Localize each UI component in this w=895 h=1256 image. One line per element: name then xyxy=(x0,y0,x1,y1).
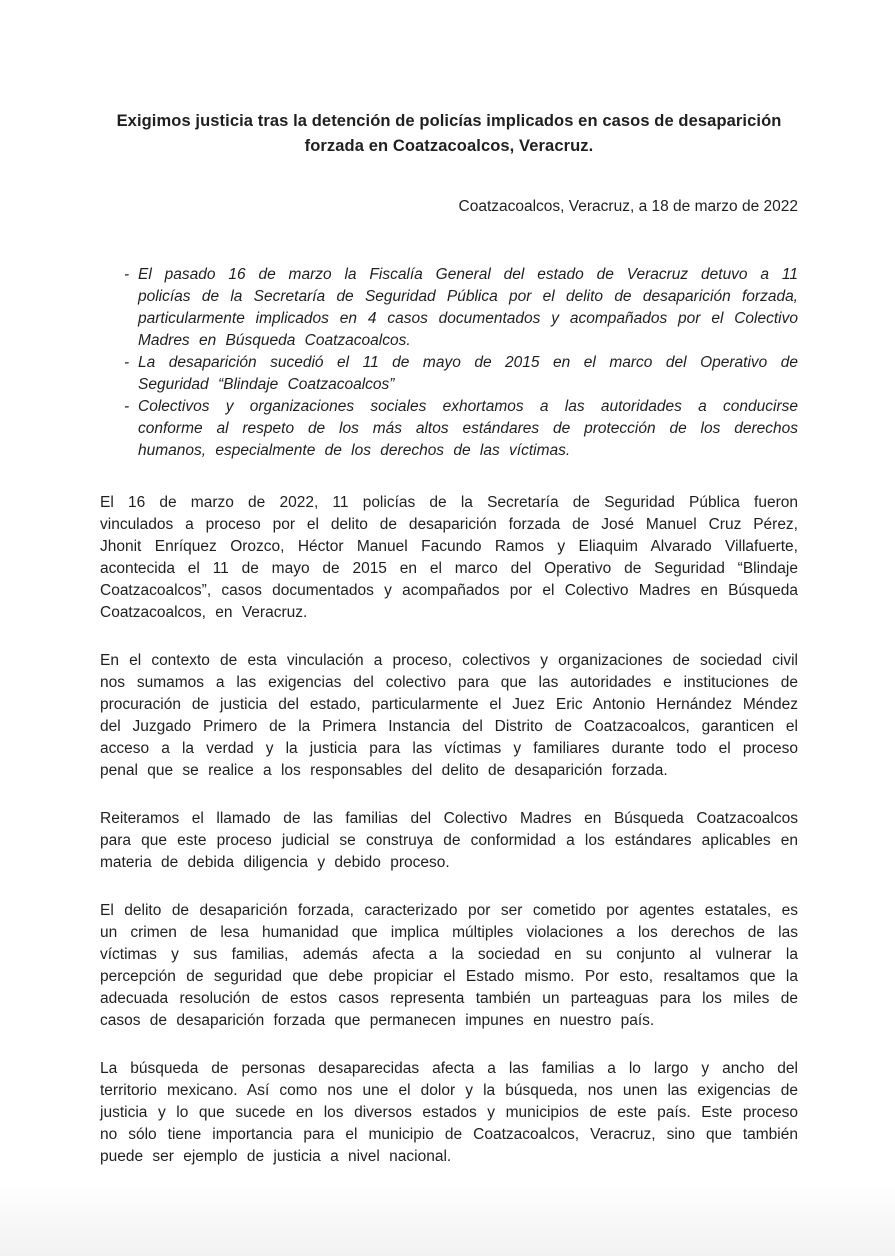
dateline: Coatzacoalcos, Veracruz, a 18 de marzo de 2022 xyxy=(458,198,798,215)
bullet-dash: - xyxy=(124,354,130,371)
bullet-item xyxy=(100,352,798,396)
bullet-dash: - xyxy=(124,398,130,415)
document-title: Exigimos justicia tras la detención de policías implicados en casos de desaparición forzada en Coatzacoalcos, Veracruz. xyxy=(116,112,782,155)
bullet-text: Colectivos y organizaciones sociales exhortamos a las autoridades a conducirse conforme al respeto de los más altos estándares de protección de los derechos humanos, especialmente de los derechos de las víctimas. xyxy=(138,398,798,459)
bullet-text: El pasado 16 de marzo la Fiscalía General del estado de Veracruz detuvo a 11 policías de la Secretaría de Seguridad Pública por el delito de desaparición forzada, particularmente implicados en 4 casos documentados y acompañados por el Colectivo Madres en Búsqueda Coatzacoalcos. xyxy=(138,266,798,349)
bullet-item xyxy=(100,396,798,462)
bullet-text: La desaparición sucedió el 11 de mayo de 2015 en el marco del Operativo de Seguridad “Blindaje Coatzacoalcos” xyxy=(138,354,798,393)
bullet-item xyxy=(100,264,798,352)
body-paragraph: Reiteramos el llamado de las familias del Colectivo Madres en Búsqueda Coatzacoalcos para que este proceso judicial se construya de conformidad a los estándares aplicables en materia de debida diligencia y debido proceso. xyxy=(100,810,798,871)
bullet-list xyxy=(100,264,798,462)
body-paragraph: La búsqueda de personas desaparecidas afecta a las familias a lo largo y ancho del territorio mexicano. Así como nos une el dolor y la búsqueda, nos unen las exigencias de justicia y lo que sucede en los diversos estados y municipios de este país. Este proceso no sólo tiene importancia para el municipio de Coatzacoalcos, Veracruz, sino que también puede ser ejemplo de justicia a nivel nacional. xyxy=(100,1060,798,1165)
body-paragraph: En el contexto de esta vinculación a proceso, colectivos y organizaciones de sociedad civil nos sumamos a las exigencias del colectivo para que las autoridades e instituciones de procuración de justicia del estado, particularmente el Juez Eric Antonio Hernández Méndez del Juzgado Primero de la Primera Instancia del Distrito de Coatzacoalcos, garanticen el acceso a la verdad y la justicia para las víctimas y familiares durante todo el proceso penal que se realice a los responsables del delito de desaparición forzada. xyxy=(100,652,798,779)
body-paragraph: El 16 de marzo de 2022, 11 policías de la Secretaría de Seguridad Pública fueron vinculados a proceso por el delito de desaparición forzada de José Manuel Cruz Pérez, Jhonit Enríquez Orozco, Héctor Manuel Facundo Ramos y Eliaquim Alvarado Villafuerte, acontecida el 11 de mayo de 2015 en el marco del Operativo de Seguridad “Blindaje Coatzacoalcos”, casos documentados y acompañados por el Colectivo Madres en Búsqueda Coatzacoalcos, en Veracruz. xyxy=(100,494,798,621)
bullet-dash: - xyxy=(124,266,130,283)
body-paragraph: El delito de desaparición forzada, caracterizado por ser cometido por agentes estatales, es un crimen de lesa humanidad que implica múltiples violaciones a los derechos de las víctimas y sus familias, además afecta a la sociedad en su conjunto al vulnerar la percepción de seguridad que debe propiciar el Estado mismo. Por esto, resaltamos que la adecuada resolución de estos casos representa también un parteaguas para los miles de casos de desaparición forzada que permanecen impunes en nuestro país. xyxy=(100,902,798,1029)
